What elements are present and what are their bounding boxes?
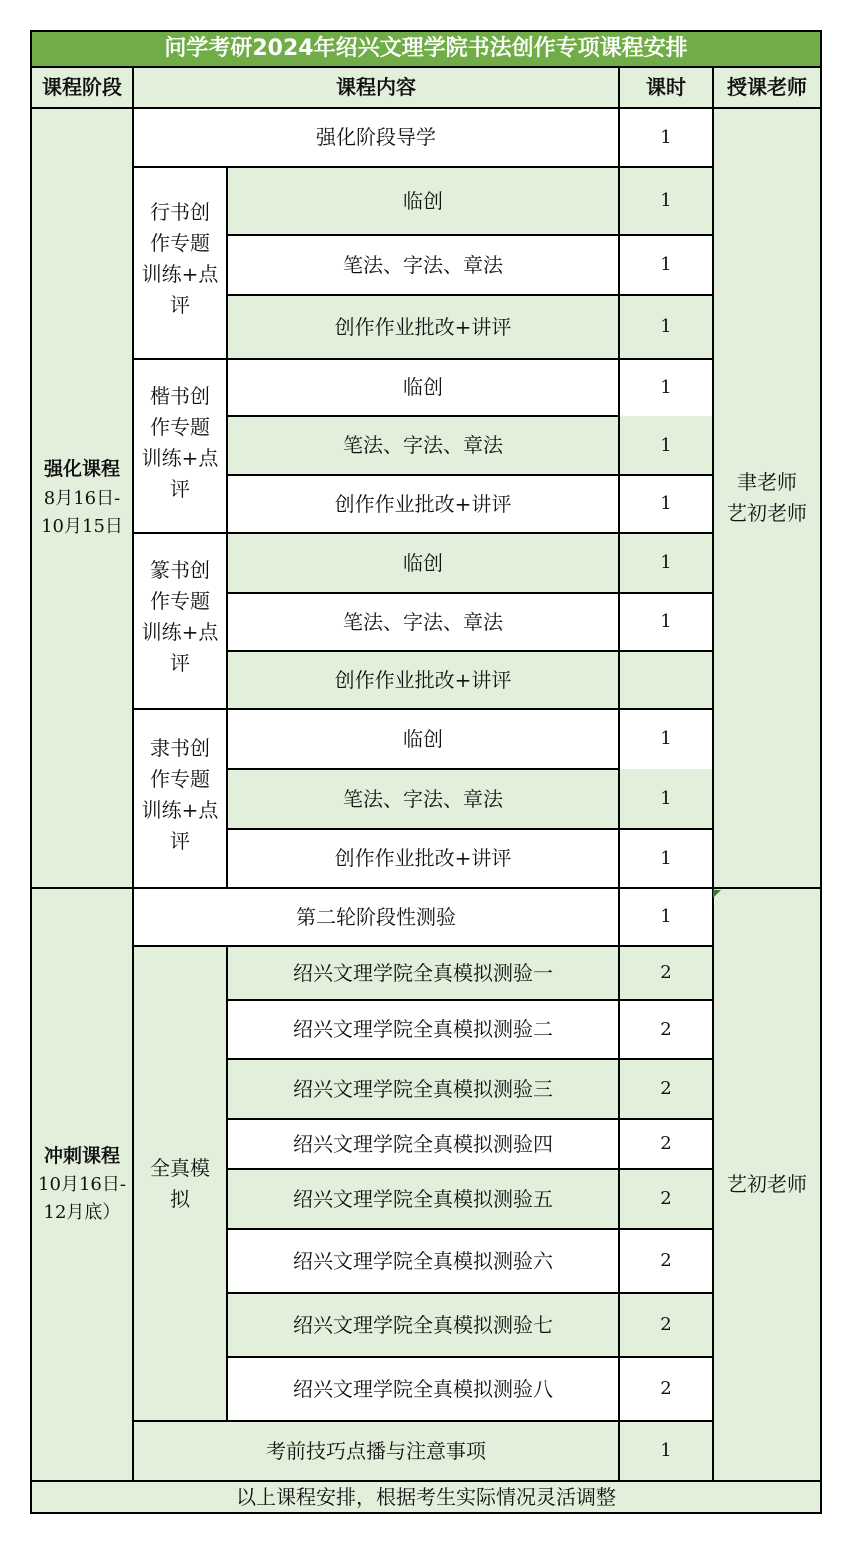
- row-hours: 1: [619, 295, 713, 359]
- group-line: 评: [169, 477, 190, 501]
- grid-hline: [227, 1118, 619, 1120]
- row-hours: 1: [619, 709, 713, 769]
- row-content: 创作作业批改+讲评: [227, 295, 619, 359]
- grid-hline: [227, 650, 619, 652]
- grid-hline: [619, 828, 713, 830]
- grid-hline: [619, 708, 713, 710]
- row-hours: 1: [619, 416, 713, 475]
- group-lishu: [133, 709, 227, 888]
- header-hours: 课时: [619, 67, 713, 108]
- grid-hline: [619, 650, 713, 652]
- grid-hline: [619, 234, 713, 236]
- teacher-intensive: [713, 108, 821, 888]
- grid-hline: [619, 1168, 713, 1170]
- stage-date-start: 10月16日-: [38, 1174, 126, 1196]
- row-hours: 1: [619, 108, 713, 167]
- teacher-name: 聿老师: [737, 470, 797, 494]
- grid-hline: [133, 945, 713, 947]
- grid-hline: [30, 1512, 822, 1514]
- row-hours: 1: [619, 829, 713, 888]
- row-content: 笔法、字法、章法: [227, 593, 619, 651]
- group-line: 篆书创: [149, 558, 210, 582]
- grid-hline: [619, 1058, 713, 1060]
- row-content: 绍兴文理学院全真模拟测验六: [227, 1229, 619, 1293]
- group-line: 楷书创: [149, 384, 210, 408]
- row-content: 考前技巧点播与注意事项: [133, 1421, 619, 1481]
- group-line: 评: [169, 829, 190, 853]
- grid-hline: [227, 234, 619, 236]
- row-hours: 2: [619, 1293, 713, 1357]
- grid-hline: [227, 474, 619, 476]
- grid-hline: [31, 1480, 821, 1482]
- grid-hline: [133, 358, 619, 360]
- grid-hline: [227, 1058, 619, 1060]
- row-content: 笔法、字法、章法: [227, 416, 619, 475]
- row-hours: 2: [619, 1357, 713, 1421]
- stage-name: 强化课程: [43, 458, 120, 481]
- grid-hline: [619, 999, 713, 1001]
- grid-vline: [820, 30, 822, 1514]
- group-line: 作专题: [149, 767, 210, 791]
- row-hours: 2: [619, 1169, 713, 1229]
- grid-vline: [30, 30, 32, 1514]
- row-hours: 2: [619, 946, 713, 1000]
- group-line: 训练+点: [141, 262, 219, 286]
- stage-intensive: [31, 108, 133, 888]
- row-hours: [619, 651, 713, 709]
- row-hours: 2: [619, 1059, 713, 1119]
- grid-hline: [227, 415, 619, 417]
- grid-vline: [712, 67, 714, 1481]
- stage-date-start: 8月16日-: [43, 487, 121, 509]
- row-content: 临创: [227, 533, 619, 593]
- row-content: 第二轮阶段性测验: [133, 888, 619, 946]
- group-zhuanshu: [133, 533, 227, 709]
- group-line: 训练+点: [141, 798, 219, 822]
- row-hours: 1: [619, 167, 713, 235]
- row-content: 绍兴文理学院全真模拟测验三: [227, 1059, 619, 1119]
- row-content: 强化阶段导学: [133, 108, 619, 167]
- grid-hline: [619, 532, 713, 534]
- grid-hline: [133, 708, 619, 710]
- grid-hline: [31, 887, 821, 889]
- row-content: 创作作业批改+讲评: [227, 829, 619, 888]
- group-line: 训练+点: [141, 446, 219, 470]
- row-hours: 1: [619, 888, 713, 946]
- grid-hline: [227, 1356, 619, 1358]
- grid-vline: [226, 946, 228, 1421]
- row-content: 绍兴文理学院全真模拟测验八: [227, 1357, 619, 1421]
- group-mock-exam: [133, 946, 227, 1421]
- grid-hline: [619, 1292, 713, 1294]
- group-line: 行书创: [149, 200, 210, 224]
- grid-hline: [619, 1118, 713, 1120]
- group-line: 全真模: [150, 1155, 210, 1180]
- group-line: 隶书创: [149, 736, 210, 760]
- stage-sprint: [31, 888, 133, 1481]
- stage-name: 冲刺课程: [43, 1144, 120, 1167]
- row-content: 绍兴文理学院全真模拟测验二: [227, 1000, 619, 1059]
- row-hours: 1: [619, 235, 713, 295]
- cell-comment-marker: [713, 890, 721, 898]
- row-hours: 1: [619, 359, 713, 416]
- row-content: 绍兴文理学院全真模拟测验四: [227, 1119, 619, 1169]
- grid-hline: [133, 1420, 713, 1422]
- group-line: 作专题: [149, 415, 210, 439]
- row-content: 创作作业批改+讲评: [227, 475, 619, 533]
- stage-date-end: 10月15日: [41, 515, 123, 537]
- grid-hline: [227, 999, 619, 1001]
- group-line: 作专题: [149, 589, 210, 613]
- grid-hline: [227, 828, 619, 830]
- grid-vline: [618, 67, 620, 1481]
- grid-hline: [31, 107, 821, 109]
- grid-hline: [619, 294, 713, 296]
- group-line: 训练+点: [141, 620, 219, 644]
- row-content: 临创: [227, 709, 619, 769]
- row-hours: 2: [619, 1000, 713, 1059]
- row-content: 笔法、字法、章法: [227, 235, 619, 295]
- grid-hline: [30, 30, 822, 32]
- grid-hline: [619, 358, 713, 360]
- row-hours: 1: [619, 475, 713, 533]
- header-teacher: 授课老师: [713, 67, 821, 108]
- grid-hline: [133, 532, 619, 534]
- grid-hline: [619, 592, 713, 594]
- grid-hline: [227, 1168, 619, 1170]
- row-hours: 1: [619, 1421, 713, 1481]
- row-hours: 1: [619, 533, 713, 593]
- row-content: 绍兴文理学院全真模拟测验一: [227, 946, 619, 1000]
- teacher-sprint: [713, 888, 821, 1481]
- grid-hline: [619, 166, 713, 168]
- grid-vline: [226, 167, 228, 888]
- footer-note: 以上课程安排，根据考生实际情况灵活调整: [31, 1481, 821, 1513]
- row-hours: 2: [619, 1119, 713, 1169]
- grid-hline: [619, 474, 713, 476]
- group-line: 拟: [170, 1186, 190, 1211]
- teacher-name: 艺初老师: [727, 1172, 807, 1196]
- group-line: 作专题: [149, 231, 210, 255]
- table-title: 问学考研2024年绍兴文理学院书法创作专项课程安排: [31, 31, 821, 67]
- row-hours: 1: [619, 593, 713, 651]
- grid-hline: [227, 1228, 619, 1230]
- row-content: 创作作业批改+讲评: [227, 651, 619, 709]
- row-content: 临创: [227, 167, 619, 235]
- grid-hline: [619, 1228, 713, 1230]
- group-line: 评: [169, 651, 190, 675]
- row-hours: 1: [619, 769, 713, 829]
- grid-hline: [619, 1356, 713, 1358]
- stage-date-end: 12月底）: [43, 1202, 121, 1224]
- row-content: 临创: [227, 359, 619, 416]
- header-content: 课程内容: [133, 67, 619, 108]
- header-stage: 课程阶段: [31, 67, 133, 108]
- row-content: 绍兴文理学院全真模拟测验五: [227, 1169, 619, 1229]
- row-hours: 2: [619, 1229, 713, 1293]
- teacher-name: 艺初老师: [727, 501, 807, 525]
- grid-hline: [133, 166, 619, 168]
- row-content: 笔法、字法、章法: [227, 769, 619, 829]
- grid-vline: [132, 67, 134, 1481]
- grid-hline: [227, 768, 619, 770]
- grid-hline: [31, 66, 821, 68]
- group-kaishu: [133, 359, 227, 533]
- group-xingshu: [133, 167, 227, 359]
- grid-hline: [227, 294, 619, 296]
- row-content: 绍兴文理学院全真模拟测验七: [227, 1293, 619, 1357]
- grid-hline: [227, 592, 619, 594]
- group-line: 评: [169, 293, 190, 317]
- grid-hline: [227, 1292, 619, 1294]
